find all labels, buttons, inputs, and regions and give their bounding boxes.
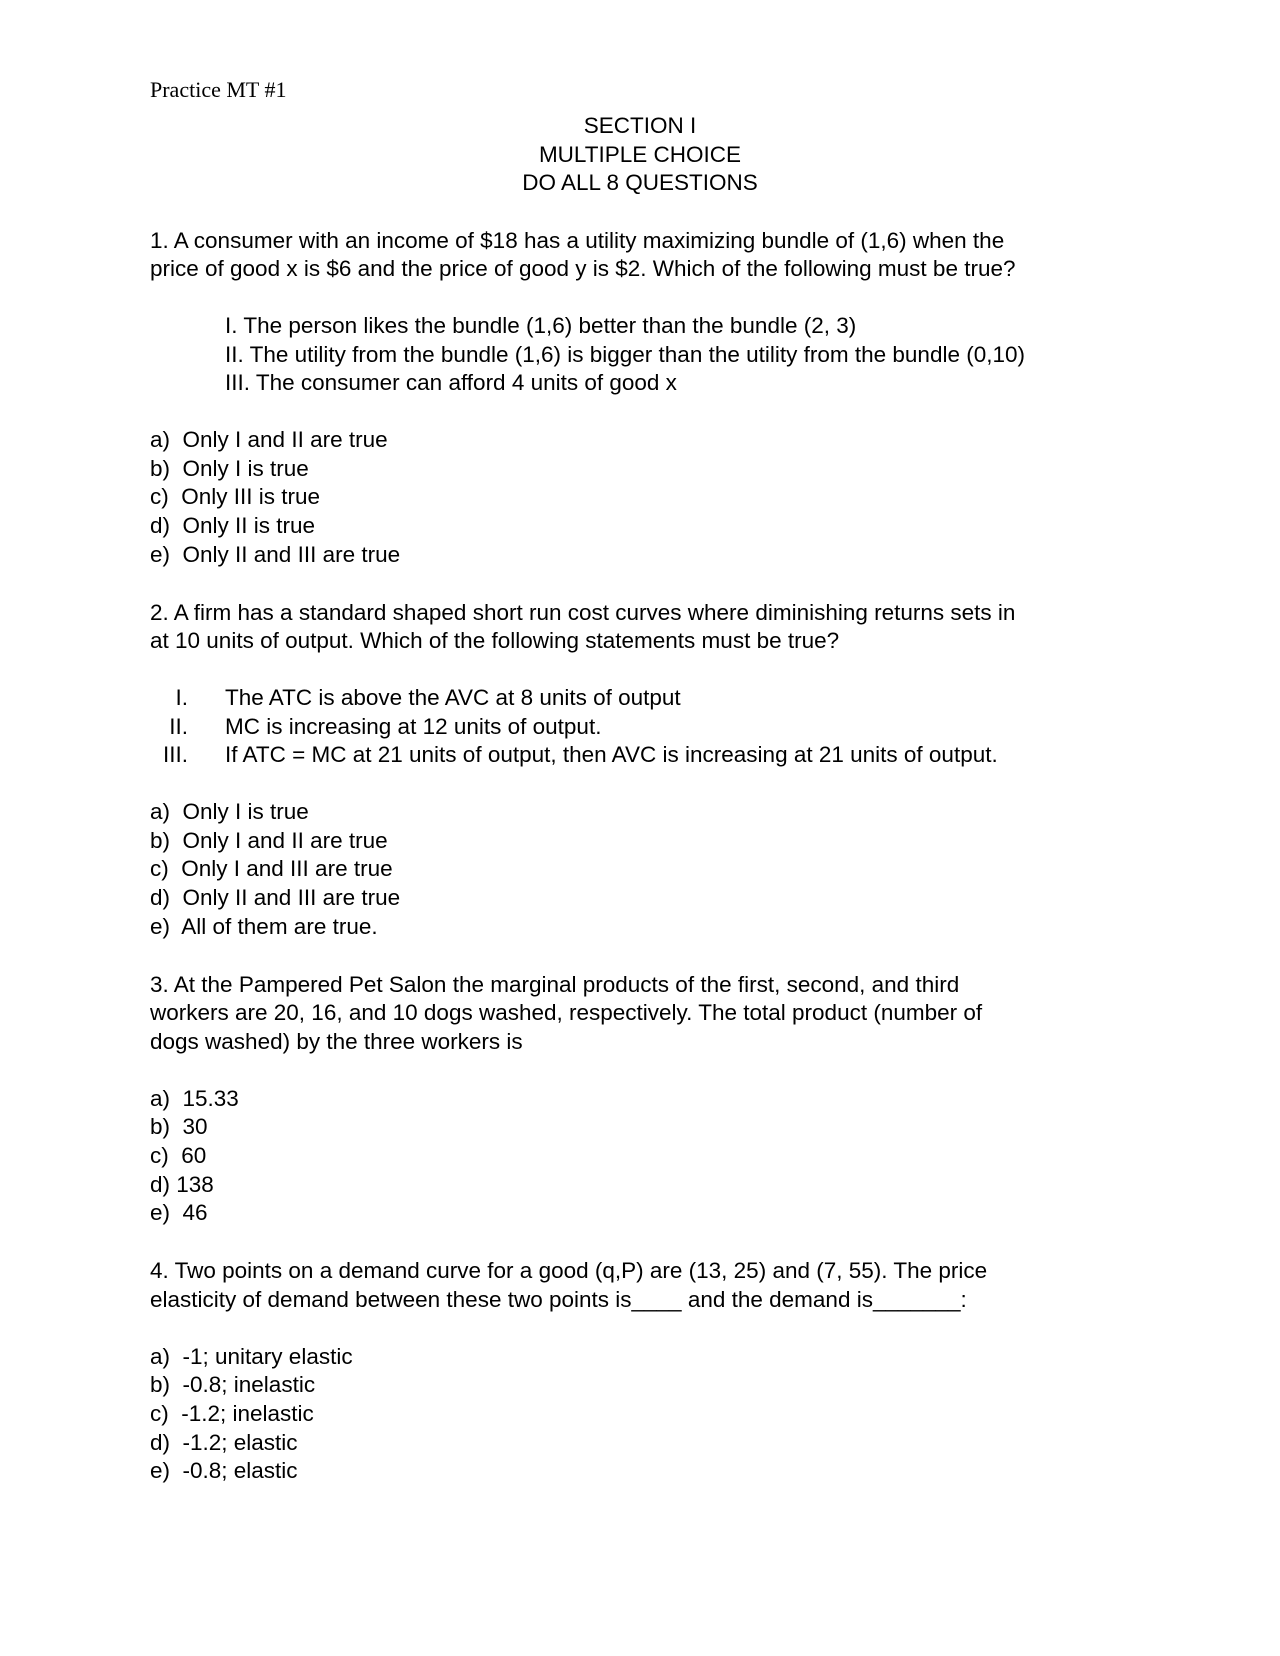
exam-page bbox=[150, 76, 1130, 1486]
question-1-statements bbox=[150, 312, 1130, 398]
answer-choice[interactable]: a) 15.33 bbox=[150, 1085, 239, 1111]
answer-choice[interactable]: e) -0.8; elastic bbox=[150, 1458, 298, 1484]
answer-choice[interactable]: d) Only II is true bbox=[150, 513, 316, 539]
answer-choice[interactable]: b) 30 bbox=[150, 1114, 208, 1140]
answer-choice[interactable]: d) 138 bbox=[150, 1171, 214, 1197]
question-3-stem-line: 3. At the Pampered Pet Salon the marginal products of the first, second, and third bbox=[150, 971, 960, 997]
question-1-choices bbox=[150, 426, 1130, 570]
question-3-choices bbox=[150, 1085, 1130, 1229]
statement-row bbox=[150, 741, 1130, 770]
answer-choice[interactable]: c) Only I and III are true bbox=[150, 856, 393, 882]
statement: If ATC = MC at 21 units of output, then AVC is increasing at 21 units of output. bbox=[225, 742, 998, 768]
section-heading bbox=[150, 112, 1130, 198]
statement: I. The person likes the bundle (1,6) better than the bundle (2, 3) bbox=[225, 312, 857, 338]
roman-numeral: I. bbox=[175, 684, 188, 710]
question-2 bbox=[150, 599, 1130, 656]
question-2-choices bbox=[150, 798, 1130, 942]
answer-choice[interactable]: b) Only I and II are true bbox=[150, 827, 388, 853]
question-3-stem-line: workers are 20, 16, and 10 dogs washed, respectively. The total product (number of bbox=[150, 1000, 983, 1026]
answer-choice[interactable]: e) All of them are true. bbox=[150, 913, 378, 939]
question-4-choices bbox=[150, 1343, 1130, 1487]
answer-choice[interactable]: e) 46 bbox=[150, 1200, 208, 1226]
question-2-stem-line: at 10 units of output. Which of the following statements must be true? bbox=[150, 628, 840, 654]
answer-choice[interactable]: c) -1.2; inelastic bbox=[150, 1401, 314, 1426]
question-1-stem-line: 1. A consumer with an income of $18 has a utility maximizing bundle of (1,6) when the bbox=[150, 227, 1005, 253]
statement: The ATC is above the AVC at 8 units of output bbox=[225, 684, 681, 710]
section-subtitle: MULTIPLE CHOICE bbox=[538, 141, 742, 167]
roman-numeral: II. bbox=[169, 713, 188, 739]
question-4-stem-line: 4. Two points on a demand curve for a good (q,P) are (13, 25) and (7, 55). The price bbox=[150, 1258, 988, 1284]
answer-choice[interactable]: c) 60 bbox=[150, 1143, 207, 1169]
section-title: SECTION I bbox=[583, 113, 697, 138]
answer-choice[interactable]: b) -0.8; inelastic bbox=[150, 1372, 316, 1398]
answer-choice[interactable]: b) Only I is true bbox=[150, 455, 309, 481]
question-2-statements bbox=[150, 684, 1130, 770]
question-2-stem-line: 2. A firm has a standard shaped short run cost curves where diminishing returns sets in bbox=[150, 599, 1016, 625]
question-1 bbox=[150, 227, 1130, 284]
question-1-stem-line: price of good x is $6 and the price of good y is $2. Which of the following must be true? bbox=[150, 256, 1016, 282]
answer-choice[interactable]: e) Only II and III are true bbox=[150, 541, 401, 567]
answer-choice[interactable]: a) Only I and II are true bbox=[150, 427, 388, 453]
question-3-stem-line: dogs washed) by the three workers is bbox=[150, 1028, 523, 1054]
statement-row bbox=[150, 684, 1130, 713]
answer-choice[interactable]: c) Only III is true bbox=[150, 484, 321, 510]
answer-choice[interactable]: d) -1.2; elastic bbox=[150, 1429, 298, 1455]
section-instructions: DO ALL 8 QUESTIONS bbox=[522, 170, 758, 195]
question-3 bbox=[150, 971, 1130, 1057]
answer-choice[interactable]: a) Only I is true bbox=[150, 799, 309, 825]
roman-numeral: III. bbox=[162, 742, 188, 768]
answer-choice[interactable]: a) -1; unitary elastic bbox=[150, 1343, 353, 1369]
statement-row bbox=[150, 713, 1130, 742]
answer-choice[interactable]: d) Only II and III are true bbox=[150, 885, 401, 911]
statement: III. The consumer can afford 4 units of good x bbox=[225, 370, 677, 396]
statement: II. The utility from the bundle (1,6) is bigger than the utility from the bundle (0,10) bbox=[225, 341, 1026, 367]
question-4-stem-line: elasticity of demand between these two points is____ and the demand is_______: bbox=[150, 1286, 967, 1312]
statement: MC is increasing at 12 units of output. bbox=[225, 713, 602, 739]
page-header-label: Practice MT #1 bbox=[150, 77, 287, 102]
question-4 bbox=[150, 1257, 1130, 1314]
